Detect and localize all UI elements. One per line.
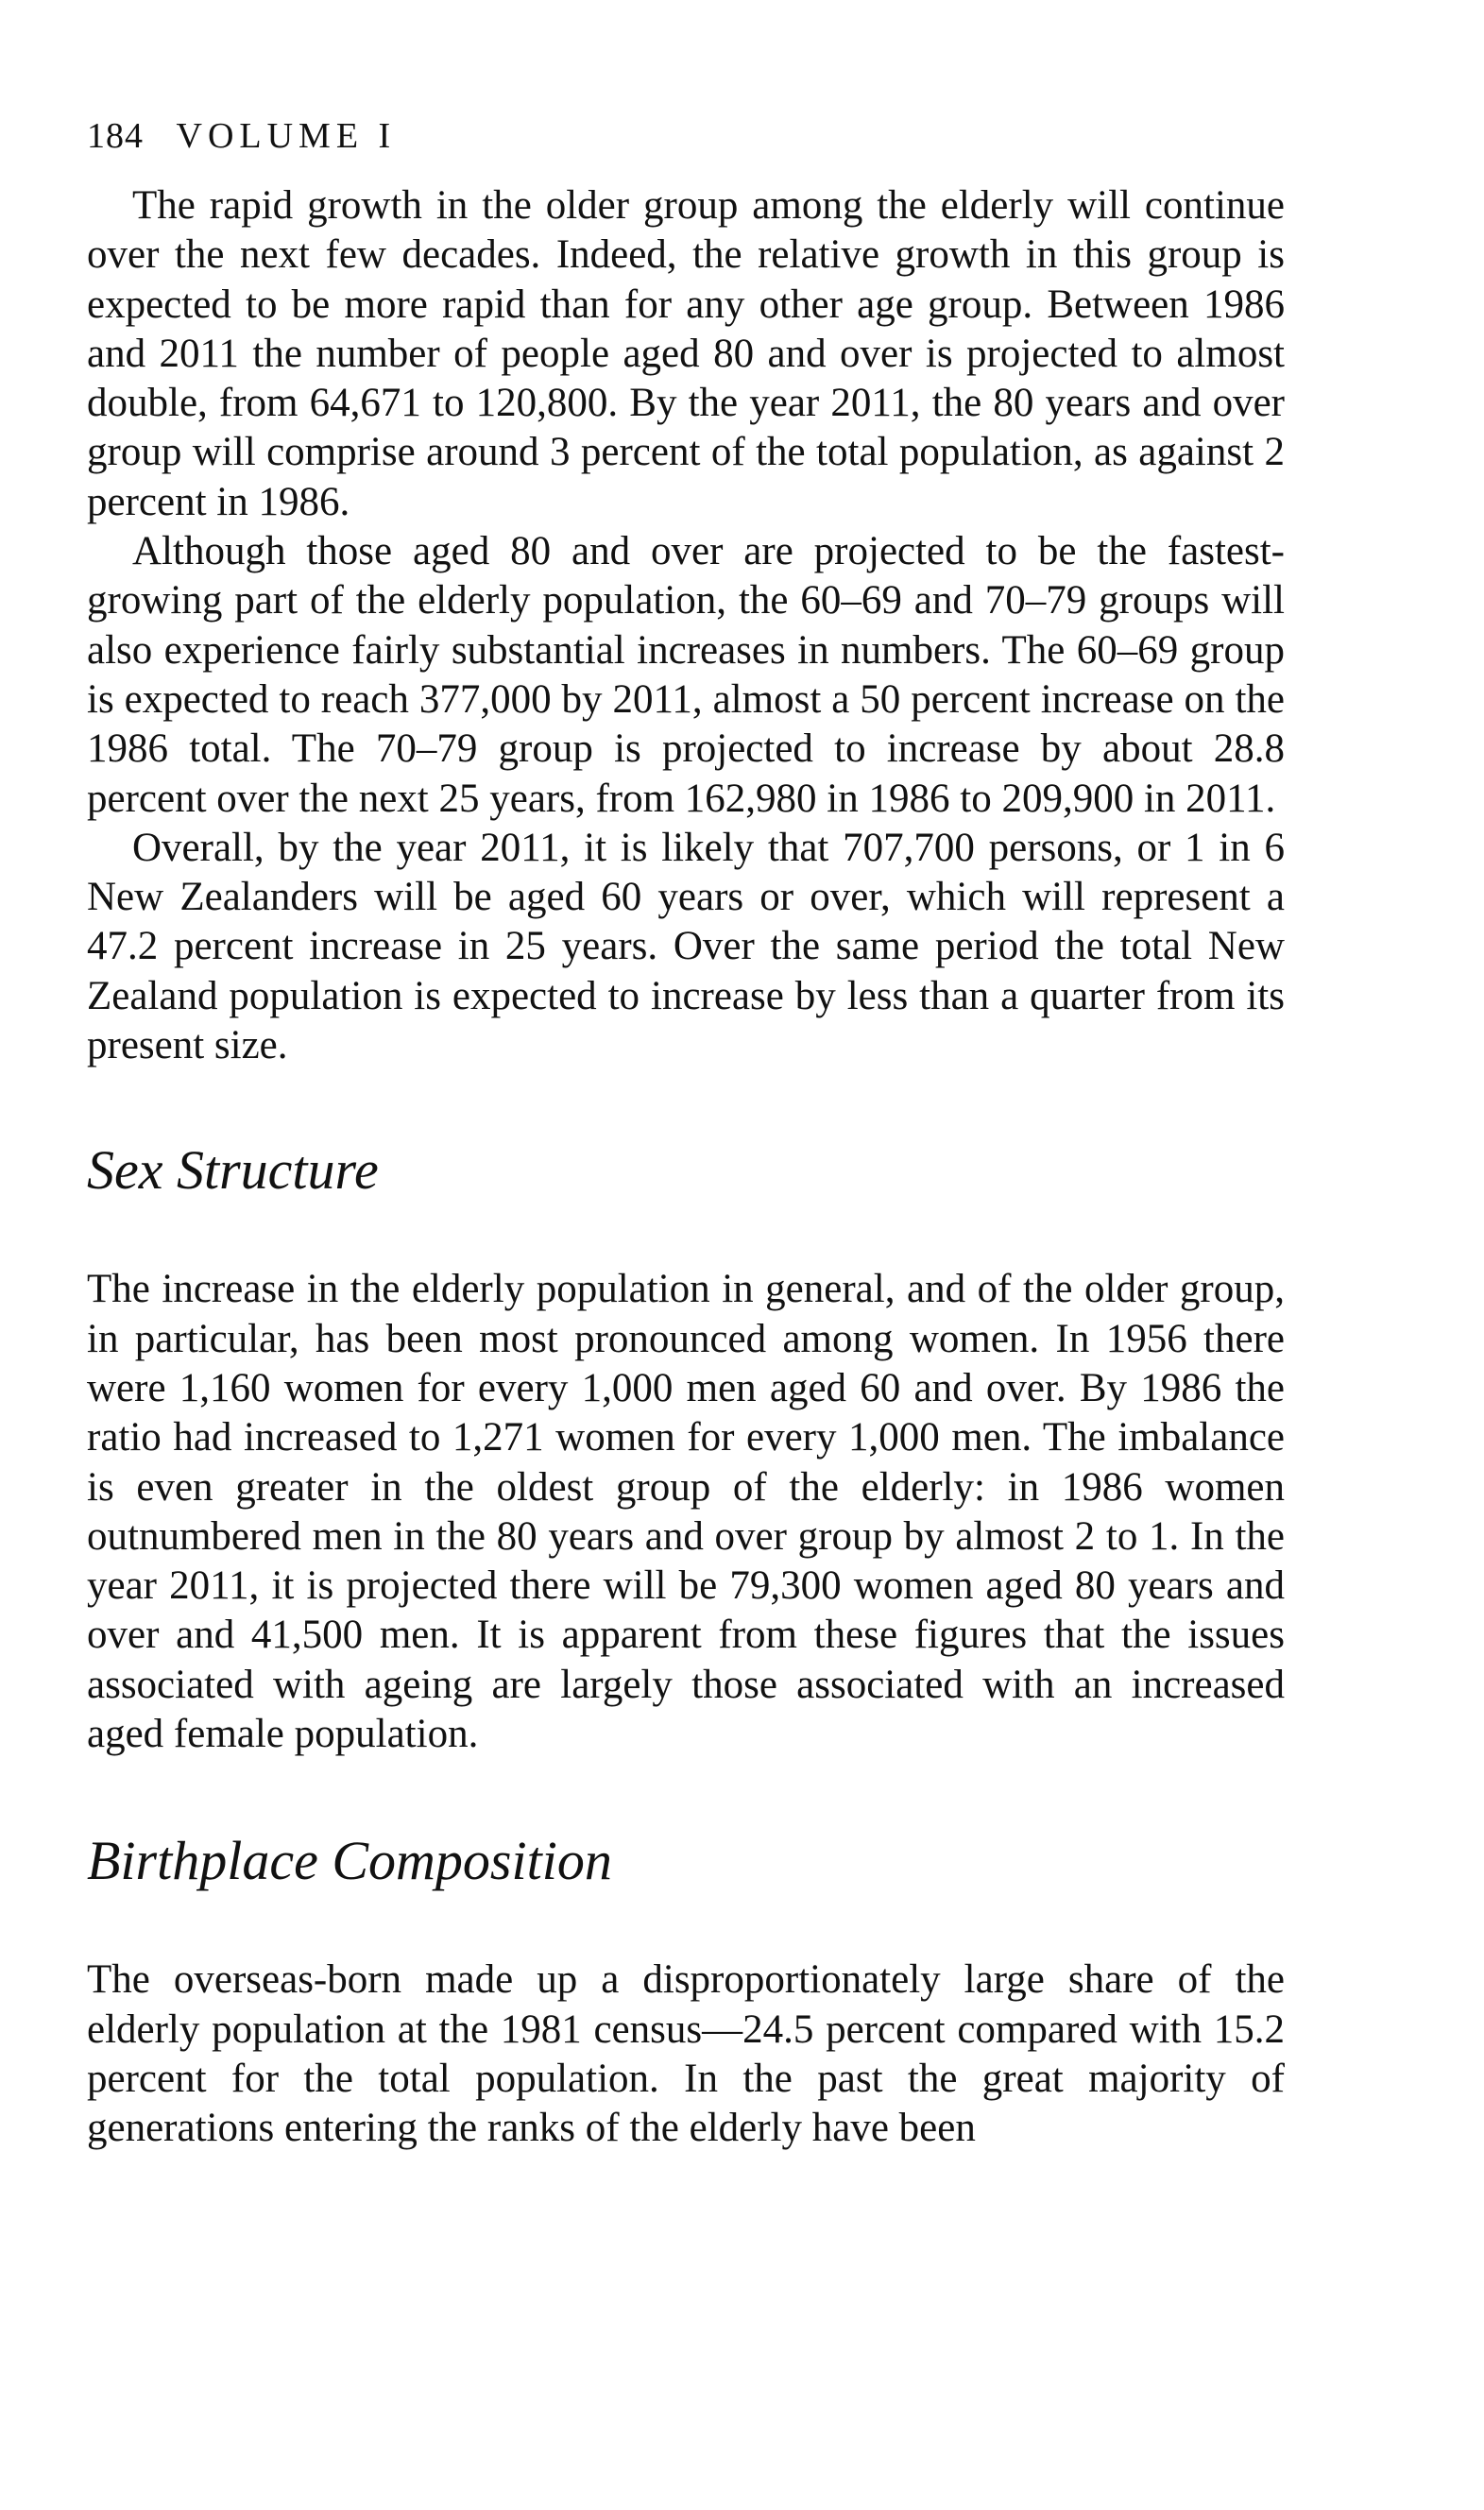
page [87,113,1285,2154]
paragraph: The rapid growth in the older group among the elderly will continue over the next few decades. Indeed, the relative growth in this group is expected to be more rapid than for any other age group. Between 1986 and 2011 the number of people aged 80 and over is projected to almost double, from 64,671 to 120,800. By the year 2011, the 80 years and over group will comprise around 3 percent of the total population, as against 2 percent in 1986. [87,183,1285,524]
paragraph: Although those aged 80 and over are projected to be the fastest-growing part of the elderly population, the 60–69 and 70–79 groups will also experience fairly substantial increases in numbers. The 60–69 group is expected to reach 377,000 by 2011, almost a 50 percent increase on the 1986 total. The 70–79 group is projected to increase by about 28.8 percent over the next 25 years, from 162,980 in 1986 to 209,900 in 2011. [87,529,1285,821]
paragraph: The increase in the elderly population in general, and of the older group, in particular, has been most pronounced among women. In 1956 there were 1,160 women for every 1,000 men aged 60 and over. By 1986 the ratio had increased to 1,271 women for every 1,000 men. The imbalance is even greater in the oldest group of the elderly: in 1986 women outnumbered men in the 80 years and over group by almost 2 to 1. In the year 2011, it is projected there will be 79,300 women aged 80 years and over and 41,500 men. It is apparent from these figures that the issues associated with ageing are largely those associated with an increased aged female population. [87,1267,1285,1757]
page-number: 184 [87,116,144,156]
section-heading-sex-structure: Sex Structure [87,1139,379,1202]
section-heading-birthplace-composition: Birthplace Composition [87,1830,612,1892]
running-head [87,113,1285,159]
paragraph: Overall, by the year 2011, it is likely that 707,700 persons, or 1 in 6 New Zealanders will be aged 60 years or over, which will represent a 47.2 percent increase in 25 years. Over the same period the total New Zealand population is expected to increase by less than a quarter from its present size. [87,825,1285,1068]
volume-label: VOLUME I [176,116,397,156]
paragraph: The overseas-born made up a disproportionately large share of the elderly population at the 1981 census—24.5 percent compared with 15.2 percent for the total population. In the past the great majority of generations entering the ranks of the elderly have been [87,1957,1285,2151]
